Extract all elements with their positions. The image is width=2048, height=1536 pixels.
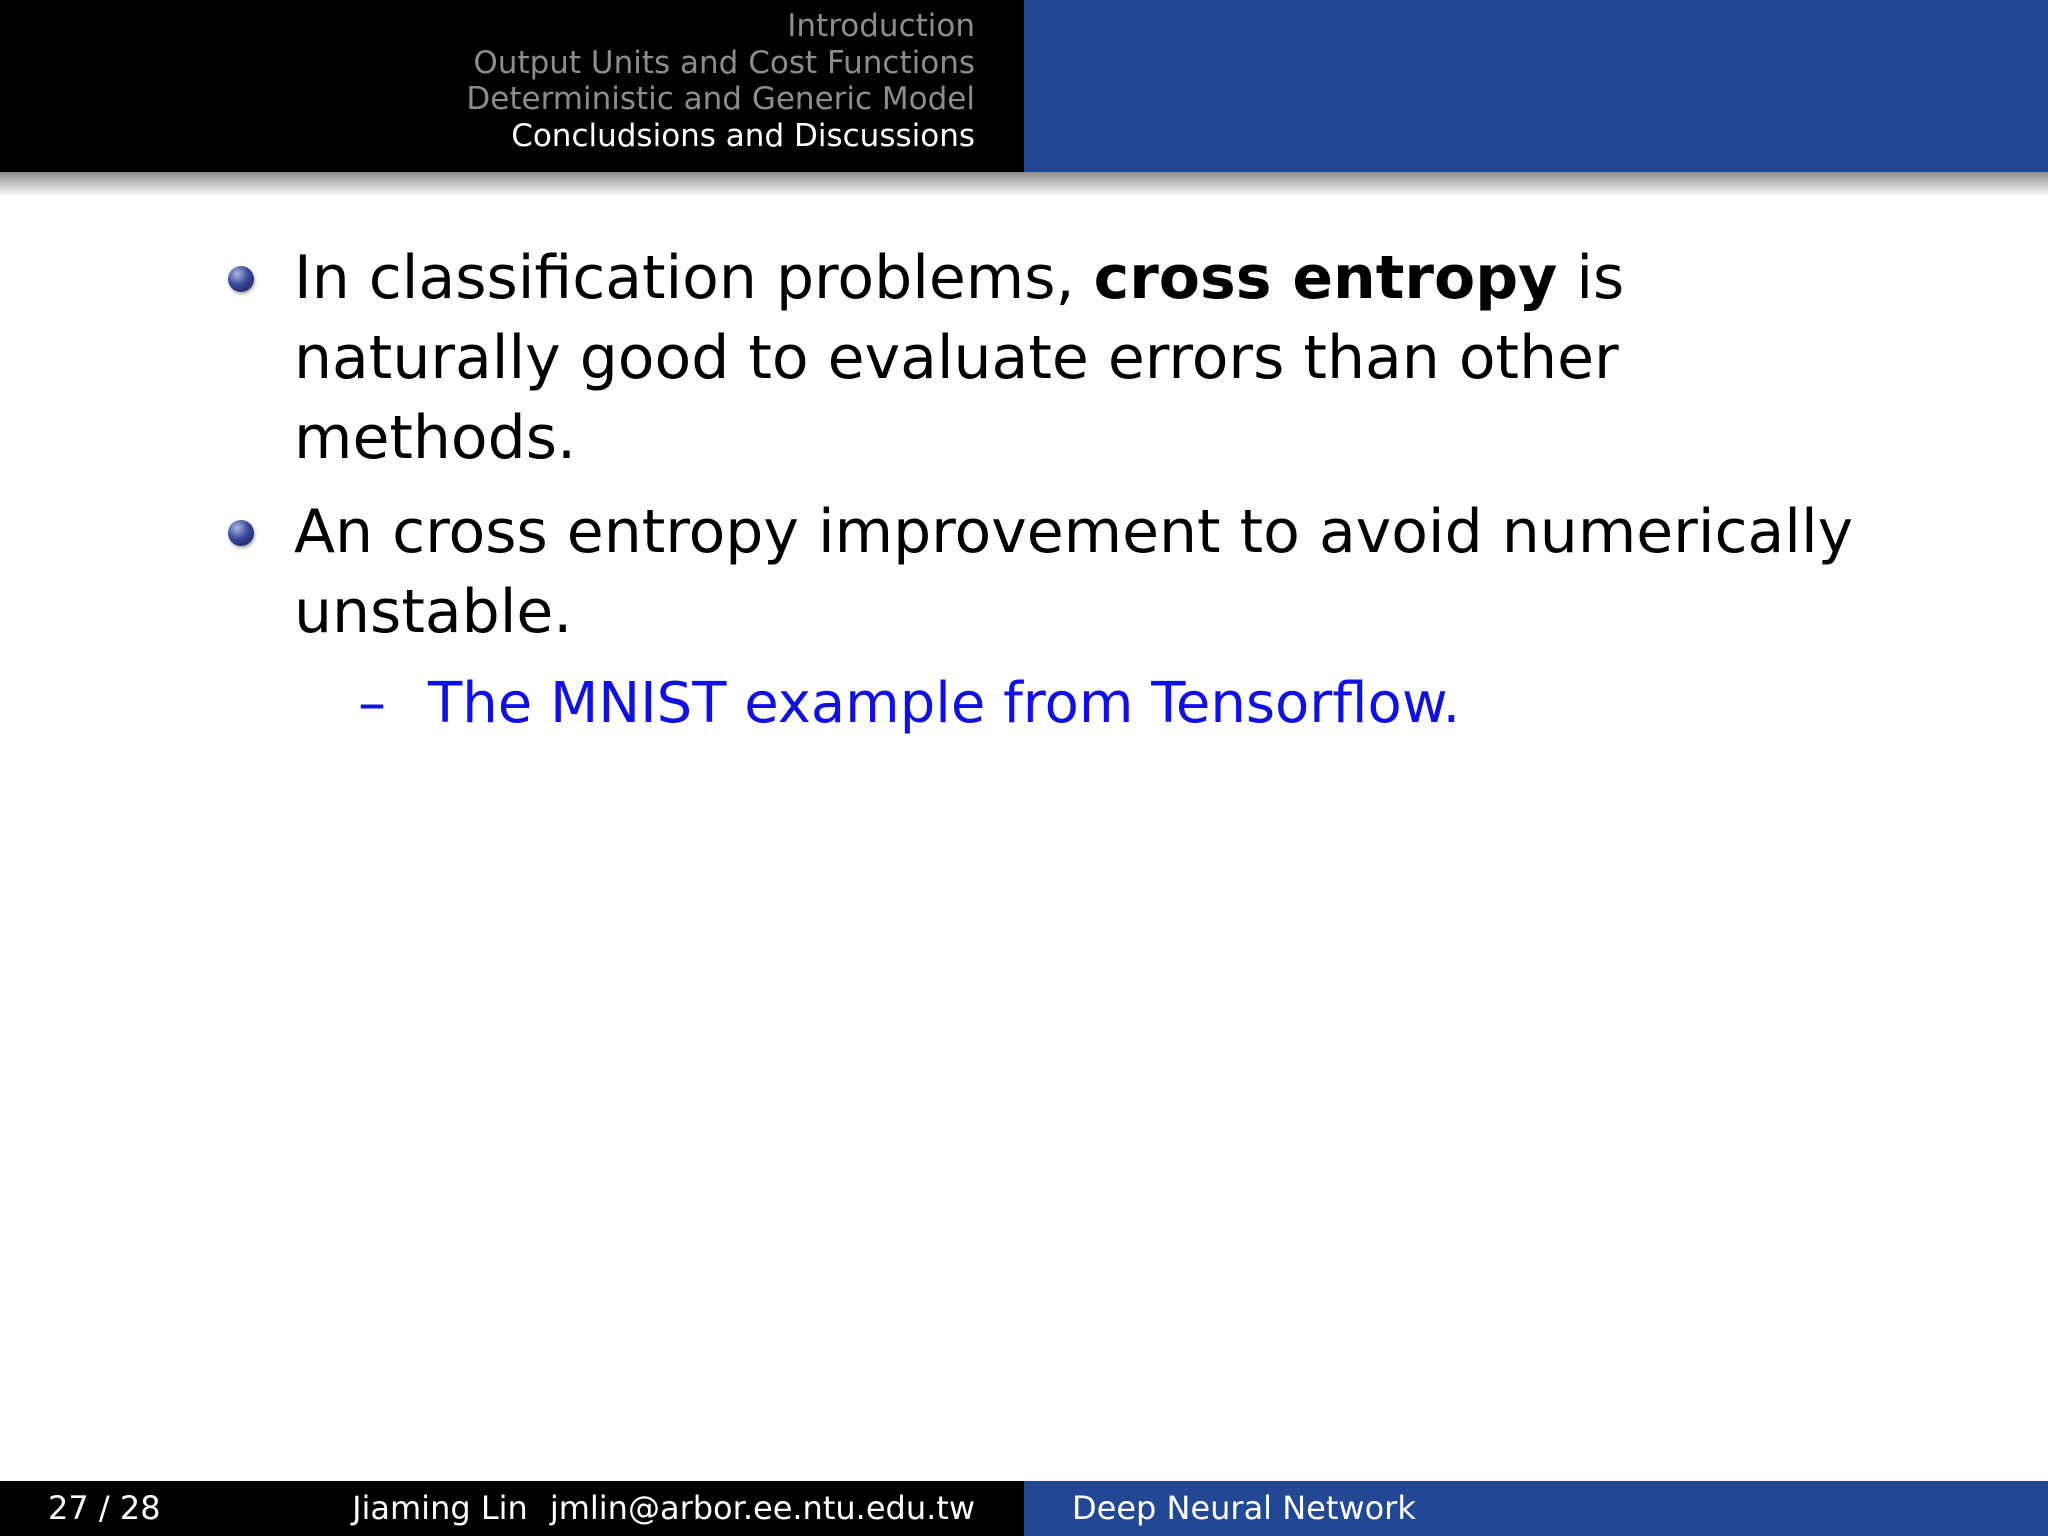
bullet-text: An cross entropy improvement to avoid numerically unstable. xyxy=(294,497,1854,647)
author-email: jmlin@arbor.ee.ntu.edu.tw xyxy=(549,1489,975,1527)
header-left-panel xyxy=(0,0,1024,172)
page-number: 27 / 28 xyxy=(48,1489,161,1527)
bullet-ball-icon xyxy=(228,520,254,546)
bullet-item xyxy=(228,492,1868,652)
nav-item-output-units[interactable]: Output Units and Cost Functions xyxy=(473,44,975,81)
bullet-text-bold: cross entropy xyxy=(1093,243,1558,313)
bullet-text-suffix: is naturally good to evaluate errors than other methods. xyxy=(294,243,1625,473)
presentation-title: Deep Neural Network xyxy=(1072,1489,1416,1527)
footer-left-panel xyxy=(0,1481,1024,1536)
bullet-ball-icon xyxy=(228,266,254,292)
header-right-panel xyxy=(1024,0,2048,172)
nav-item-introduction[interactable]: Introduction xyxy=(787,8,975,44)
author-info xyxy=(352,1489,975,1527)
mnist-example-link[interactable]: The MNIST example from Tensorflow. xyxy=(428,671,1461,736)
sub-bullet-item xyxy=(358,666,1868,742)
section-navigation xyxy=(466,8,975,154)
header-shadow xyxy=(0,172,2048,196)
footer-right-panel xyxy=(1024,1481,2048,1536)
nav-item-conclusions[interactable]: Concludsions and Discussions xyxy=(511,117,975,154)
bullet-item xyxy=(228,238,1868,478)
footer-bar xyxy=(0,1481,2048,1536)
nav-item-deterministic-model[interactable]: Deterministic and Generic Model xyxy=(466,81,975,117)
header-bar xyxy=(0,0,2048,172)
slide-content xyxy=(228,238,1868,742)
author-name: Jiaming Lin xyxy=(352,1489,528,1527)
dash-marker: – xyxy=(358,671,386,736)
bullet-text-prefix: In classification problems, xyxy=(294,243,1094,313)
